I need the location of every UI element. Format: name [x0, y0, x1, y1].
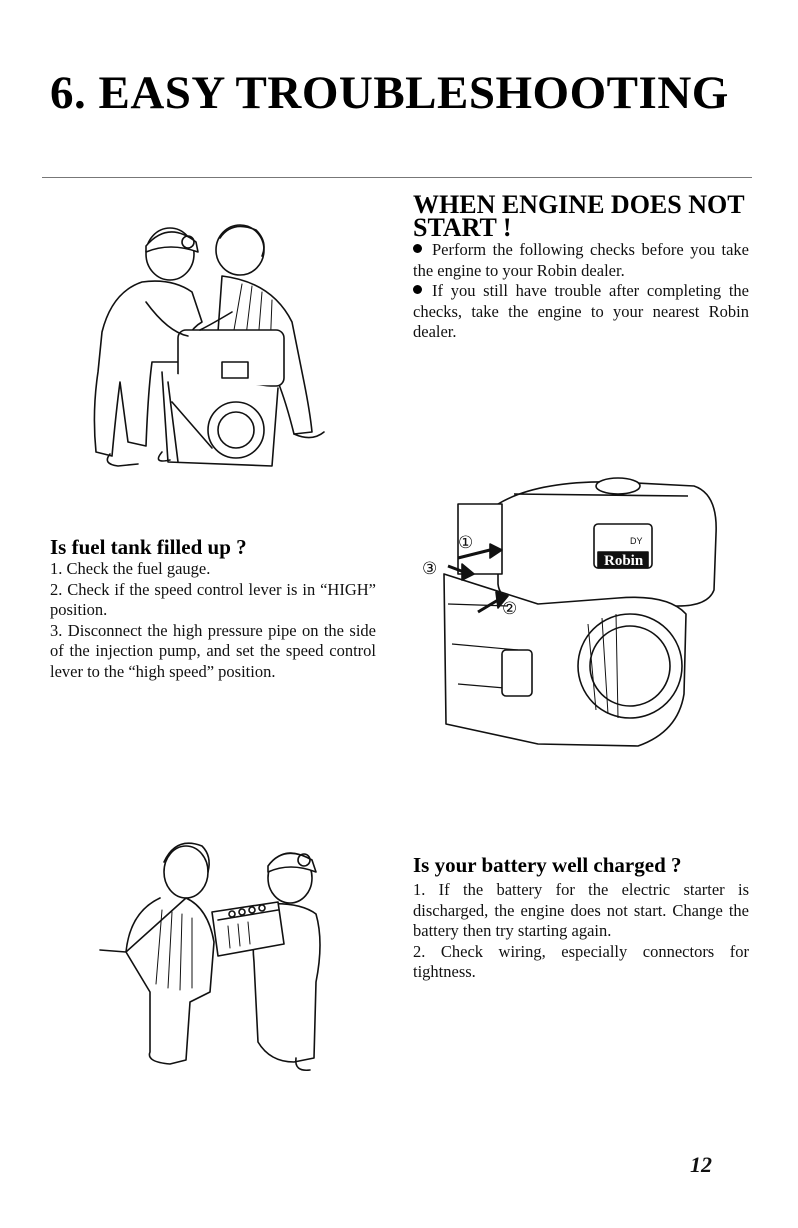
bullet-item: If you still have trouble after completing the checks, take the engine to your nearest Robin dealer.: [413, 281, 749, 341]
engine-diagram: [418, 474, 728, 762]
list-item: 1. Check the fuel gauge.: [50, 559, 211, 578]
brand-label: Robin: [604, 553, 644, 569]
list-item: 2. Check wiring, especially connectors for tightness.: [413, 941, 749, 981]
list-item: 2. Check if the speed control lever is in “HIGH” position.: [50, 579, 376, 619]
mechanics-lifting-engine-illustration: [72, 212, 332, 480]
section-body-fuel: [50, 559, 376, 682]
list-item: 3. Disconnect the high pressure pipe on the side of the injection pump, and set the speed control lever to the “high speed” position.: [50, 620, 376, 681]
callout-2: ②: [502, 599, 518, 619]
section-heading-battery: Is your battery well charged ?: [413, 853, 682, 877]
callout-3: ③: [422, 559, 438, 579]
bullet-item: Perform the following checks before you take the engine to your Robin dealer.: [413, 240, 749, 280]
chapter-title: 6. EASY TROUBLESHOOTING: [50, 67, 729, 119]
title-divider: [42, 177, 752, 178]
page-number: 12: [690, 1152, 712, 1177]
section-heading-fuel: Is fuel tank filled up ?: [50, 535, 247, 559]
bullet-icon: [413, 285, 422, 294]
bullet-icon: [413, 244, 422, 253]
section-heading-no-start: WHEN ENGINE DOES NOT START !: [413, 190, 745, 242]
mechanics-carrying-battery-illustration: [90, 832, 340, 1074]
section-body-battery: [413, 880, 749, 983]
model-label: DY: [630, 536, 643, 546]
list-item: 1. If the battery for the electric starter is discharged, the engine does not start. Change the battery then try starting again.: [413, 880, 749, 940]
callout-1: ①: [458, 533, 474, 553]
section-body-no-start: [413, 240, 749, 343]
